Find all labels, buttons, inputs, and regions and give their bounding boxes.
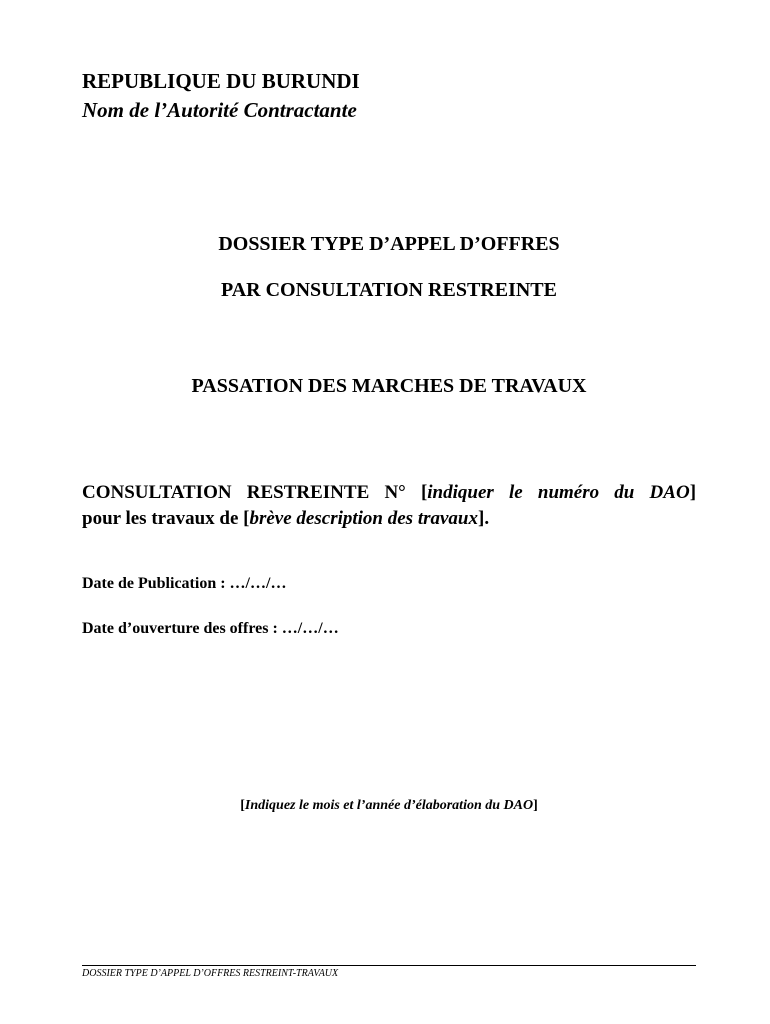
footer-text: DOSSIER TYPE D’APPEL D’OFFRES RESTREINT-TRAVAUX: [82, 968, 339, 979]
works-bracket-close: ].: [478, 508, 490, 529]
consultation-number-line: [82, 480, 696, 506]
works-description-placeholder: brève description des travaux: [249, 508, 478, 529]
consultation-bracket-close: ]: [689, 482, 697, 503]
consultation-prefix: CONSULTATION RESTREINTE N° [: [82, 482, 428, 503]
elaboration-date-note: [82, 798, 696, 814]
document-title-line-2: PAR CONSULTATION RESTREINTE: [220, 279, 557, 301]
dao-number-placeholder: indiquer le numéro du DAO: [427, 482, 690, 503]
works-description-line: [82, 506, 696, 532]
document-title-line-1: DOSSIER TYPE D’APPEL D’OFFRES: [218, 233, 560, 255]
elaboration-bracket-open: [: [240, 798, 245, 813]
elaboration-date-placeholder: Indiquez le mois et l’année d’élaboration du DAO: [244, 798, 534, 813]
elaboration-bracket-close: ]: [533, 798, 538, 813]
footer-divider: [82, 965, 696, 966]
contracting-authority-placeholder: Nom de l’Autorité Contractante: [82, 98, 357, 122]
publication-date: Date de Publication : …/…/…: [82, 575, 287, 592]
country-name: REPUBLIQUE DU BURUNDI: [82, 69, 360, 93]
opening-date: Date d’ouverture des offres : …/…/…: [82, 620, 339, 637]
document-subtitle: PASSATION DES MARCHES DE TRAVAUX: [191, 375, 587, 397]
works-prefix: pour les travaux de [: [82, 508, 250, 529]
